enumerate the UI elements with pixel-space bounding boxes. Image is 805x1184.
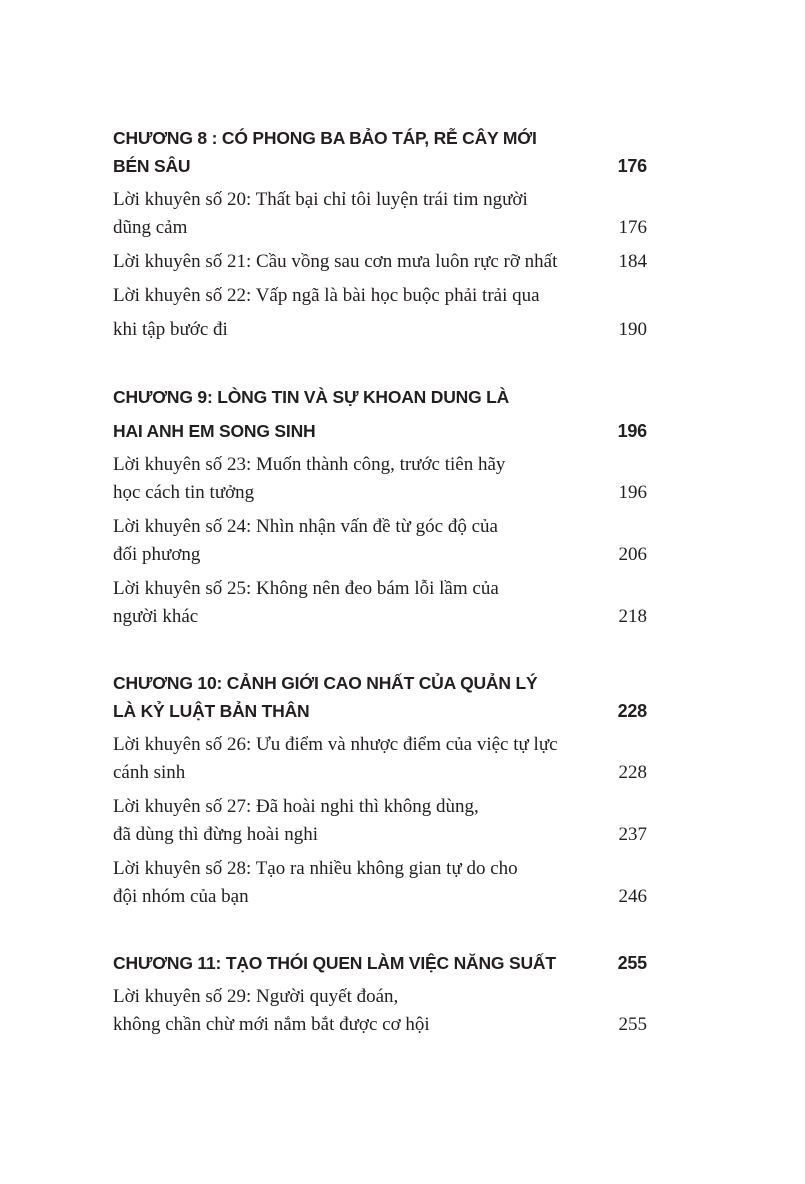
toc-chapter-11 xyxy=(113,949,653,1039)
entry-line: cánh sinh xyxy=(113,762,186,783)
entry-line: đối phương xyxy=(113,544,201,565)
entry-line: học cách tin tưởng xyxy=(113,482,255,503)
entry-line: Lời khuyên số 23: Muốn thành công, trước tiên hãy xyxy=(113,454,506,475)
entry-line: Lời khuyên số 27: Đã hoài nghi thì không dùng, xyxy=(113,796,479,817)
entry-line: khi tập bước đi xyxy=(113,319,228,340)
chapter-heading[interactable] xyxy=(113,124,653,180)
page-number: 228 xyxy=(618,762,647,783)
chapter-heading[interactable] xyxy=(113,383,653,445)
entry-line: Lời khuyên số 21: Cầu vồng sau cơn mưa luôn rực rỡ nhất xyxy=(113,251,558,272)
page-number: 176 xyxy=(617,156,647,176)
entry-line: đội nhóm của bạn xyxy=(113,886,249,907)
toc-entry[interactable] xyxy=(113,575,653,631)
toc-chapter-8 xyxy=(113,124,653,344)
toc-entry[interactable] xyxy=(113,248,653,276)
page-number: 246 xyxy=(618,886,647,907)
entry-line: Lời khuyên số 28: Tạo ra nhiều không gian tự do cho xyxy=(113,858,518,879)
page-number: 176 xyxy=(618,217,647,238)
page-number: 228 xyxy=(617,701,647,721)
toc-entry[interactable] xyxy=(113,855,653,911)
toc-entry[interactable] xyxy=(113,983,653,1039)
page-number: 218 xyxy=(618,606,647,627)
page-number: 206 xyxy=(618,544,647,565)
page-number: 196 xyxy=(617,421,647,441)
toc-chapter-9 xyxy=(113,383,653,631)
chapter-title-line: CHƯƠNG 10: CẢNH GIỚI CAO NHẤT CỦA QUẢN LÝ xyxy=(113,673,538,693)
entry-line: Lời khuyên số 20: Thất bại chỉ tôi luyện trái tim người xyxy=(113,189,528,210)
chapter-title-line: CHƯƠNG 9: LÒNG TIN VÀ SỰ KHOAN DUNG LÀ xyxy=(113,387,510,407)
toc-entry[interactable] xyxy=(113,282,653,344)
page-number: 237 xyxy=(618,824,647,845)
entry-line: Lời khuyên số 29: Người quyết đoán, xyxy=(113,986,399,1007)
entry-line: Lời khuyên số 25: Không nên đeo bám lỗi lầm của xyxy=(113,578,499,599)
page-number: 184 xyxy=(618,251,647,272)
chapter-title-line: CHƯƠNG 8 : CÓ PHONG BA BẢO TÁP, RỄ CÂY MỚI xyxy=(113,128,537,148)
page-number: 255 xyxy=(617,953,647,973)
chapter-heading[interactable] xyxy=(113,949,653,977)
chapter-title-line: HAI ANH EM SONG SINH xyxy=(113,421,316,441)
chapter-heading[interactable] xyxy=(113,669,653,725)
page-number: 190 xyxy=(618,319,647,340)
entry-line: dũng cảm xyxy=(113,217,188,238)
page-number: 255 xyxy=(618,1014,647,1035)
entry-line: người khác xyxy=(113,606,199,627)
toc-entry[interactable] xyxy=(113,731,653,787)
page-number: 196 xyxy=(618,482,647,503)
entry-line: Lời khuyên số 24: Nhìn nhận vấn đề từ góc độ của xyxy=(113,516,498,537)
toc-entry[interactable] xyxy=(113,186,653,242)
toc-chapter-10 xyxy=(113,669,653,911)
toc-entry[interactable] xyxy=(113,513,653,569)
chapter-title-line: CHƯƠNG 11: TẠO THÓI QUEN LÀM VIỆC NĂNG SUẤT xyxy=(113,953,556,973)
chapter-title-line: BÉN SÂU xyxy=(113,156,191,176)
entry-line: không chần chừ mới nắm bắt được cơ hội xyxy=(113,1014,430,1035)
entry-line: Lời khuyên số 22: Vấp ngã là bài học buộc phải trải qua xyxy=(113,285,540,306)
entry-line: đã dùng thì đừng hoài nghi xyxy=(113,824,319,845)
toc-entry[interactable] xyxy=(113,451,653,507)
toc-entry[interactable] xyxy=(113,793,653,849)
entry-line: Lời khuyên số 26: Ưu điểm và nhược điểm của việc tự lực xyxy=(113,734,558,755)
chapter-title-line: LÀ KỶ LUẬT BẢN THÂN xyxy=(113,701,310,721)
